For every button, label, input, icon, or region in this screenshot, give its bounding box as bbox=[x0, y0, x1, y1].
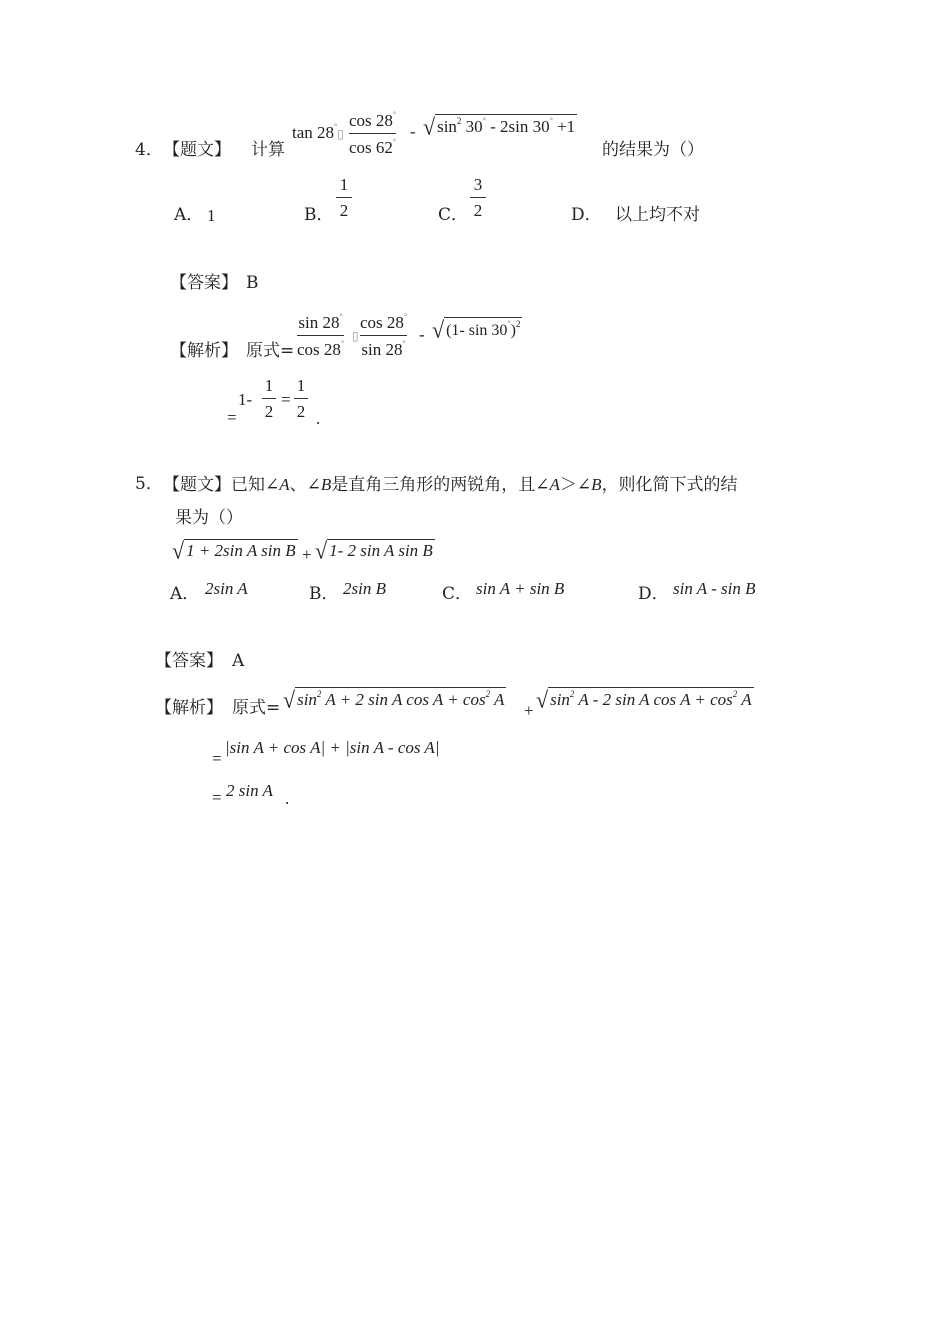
expr-sqrt-left: √ 1 + 2sin A sin B bbox=[172, 537, 296, 564]
option-d-label: D． bbox=[571, 205, 602, 225]
question-number: 4． bbox=[135, 140, 163, 160]
question-stem-line-1: 【题文】已知∠A、∠B是直角三角形的两锐角，且∠A＞∠B，则化简下式的结 bbox=[163, 475, 738, 495]
option-d-value: sin A - sin B bbox=[673, 579, 756, 598]
option-b-value: 1 2 bbox=[336, 175, 352, 220]
math-sqrt: √ $\sin^2 30^\circ - 2\sin$ 30° +1 bbox=[423, 113, 576, 140]
option-b-label: B． bbox=[304, 205, 334, 225]
analysis-line3-eq: = bbox=[212, 788, 222, 807]
answer-value: B bbox=[246, 273, 259, 293]
analysis-line2: |sin A + cos A| + |sin A - cos A| bbox=[225, 738, 440, 757]
option-c-value: sin A + sin B bbox=[476, 579, 565, 598]
analysis-line2-fraction-1: 1 2 bbox=[262, 376, 276, 421]
expr-sqrt-right: √ 1- 2 sin A sin B bbox=[315, 537, 433, 564]
option-c-label: C． bbox=[442, 584, 473, 604]
analysis-line3: 2 sin A bbox=[226, 781, 273, 800]
answer-value: A bbox=[232, 651, 245, 671]
option-b-value: 2sin B bbox=[343, 579, 386, 598]
option-a-value: 2sin A bbox=[205, 579, 248, 598]
question-number: 5． bbox=[135, 474, 163, 494]
placeholder-box-icon: ▯ bbox=[352, 329, 359, 343]
math-fraction: cos 28° cos 62° bbox=[349, 110, 397, 157]
question-stem-line-2: 果为（） bbox=[175, 508, 243, 528]
analysis-minus: - bbox=[419, 325, 425, 344]
option-a-value: 1 bbox=[207, 206, 216, 225]
question-tag: 【题文】 bbox=[163, 140, 231, 160]
option-a-label: A． bbox=[170, 584, 200, 604]
analysis-fraction-1: sin 28° cos 28° bbox=[297, 312, 345, 359]
analysis-tag: 【解析】 bbox=[170, 341, 238, 361]
math-tan: tan 28°▯ bbox=[292, 122, 344, 142]
question-stem-prefix: 计算 bbox=[251, 140, 285, 160]
analysis-line2-mid: = bbox=[281, 390, 291, 409]
option-d-value: 以上均不对 bbox=[615, 205, 700, 225]
analysis-line2-fraction-2: 1 2 bbox=[294, 376, 308, 421]
analysis-plus: + bbox=[524, 701, 534, 720]
option-b-label: B． bbox=[309, 584, 339, 604]
option-a-label: A． bbox=[174, 205, 204, 225]
analysis-line3-end: . bbox=[285, 789, 290, 808]
analysis-line2-eq: = bbox=[227, 408, 237, 427]
analysis-prefix: 原式= bbox=[232, 698, 281, 718]
answer-tag: 【答案】 bbox=[155, 651, 223, 671]
analysis-sqrt: √ (1- sin 30°)$^2$ bbox=[432, 316, 521, 343]
analysis-sqrt-1: √ $\sin^2 A + 2$ sin A $\cos A + \cos^2 A$ bbox=[283, 686, 505, 713]
option-d-label: D． bbox=[638, 584, 669, 604]
math-minus: - bbox=[410, 122, 416, 141]
answer-tag: 【答案】 bbox=[170, 273, 238, 293]
analysis-line2-eq: = bbox=[212, 749, 222, 768]
analysis-sqrt-2: √ $\sin^2 A - 2$ sin A $\cos A + \cos^2 A$ bbox=[536, 686, 752, 713]
option-c-label: C． bbox=[438, 205, 469, 225]
expr-plus: + bbox=[302, 545, 312, 564]
analysis-line2-end: . bbox=[316, 409, 321, 428]
question-stem-suffix: 的结果为（） bbox=[602, 140, 704, 160]
analysis-line2-a: 1- bbox=[238, 390, 253, 409]
analysis-fraction-2: cos 28° sin 28° bbox=[360, 312, 408, 359]
option-c-value: 3 2 bbox=[470, 175, 486, 220]
analysis-tag: 【解析】 bbox=[155, 698, 223, 718]
analysis-prefix: 原式= bbox=[246, 341, 295, 361]
